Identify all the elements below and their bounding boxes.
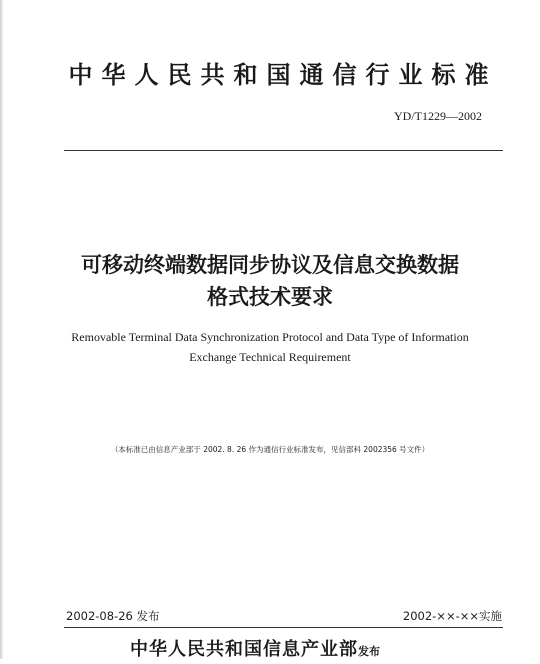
standard-category-title: 中华人民共和国通信行业标准: [68, 61, 498, 89]
title-en-line-2: Exchange Technical Requirement: [189, 350, 351, 364]
header-divider: [64, 150, 503, 151]
publisher-name: 中华人民共和国信息产业部: [130, 639, 358, 660]
publisher: [130, 638, 380, 664]
document-title-chinese: [30, 249, 510, 313]
implementation-date: 2002-××-××实施: [402, 609, 502, 623]
title-cn-line-2: 格式技术要求: [207, 285, 333, 309]
page-edge-shadow: [0, 0, 3, 659]
document-title-english: [30, 327, 510, 367]
title-en-line-1: Removable Terminal Data Synchronization Protocol and Data Type of Information: [71, 330, 469, 344]
publisher-suffix: 发布: [358, 645, 380, 658]
issue-date: 2002-08-26 发布: [66, 609, 160, 623]
standard-code: YD/T1229—2002: [394, 109, 482, 123]
title-cn-line-1: 可移动终端数据同步协议及信息交换数据: [81, 253, 459, 277]
publication-notice: （本标准已由信息产业部于 2002. 8. 26 作为通信行业标准发布，见信部科 2002356 号文件）: [110, 445, 430, 454]
footer-divider: [64, 627, 503, 628]
